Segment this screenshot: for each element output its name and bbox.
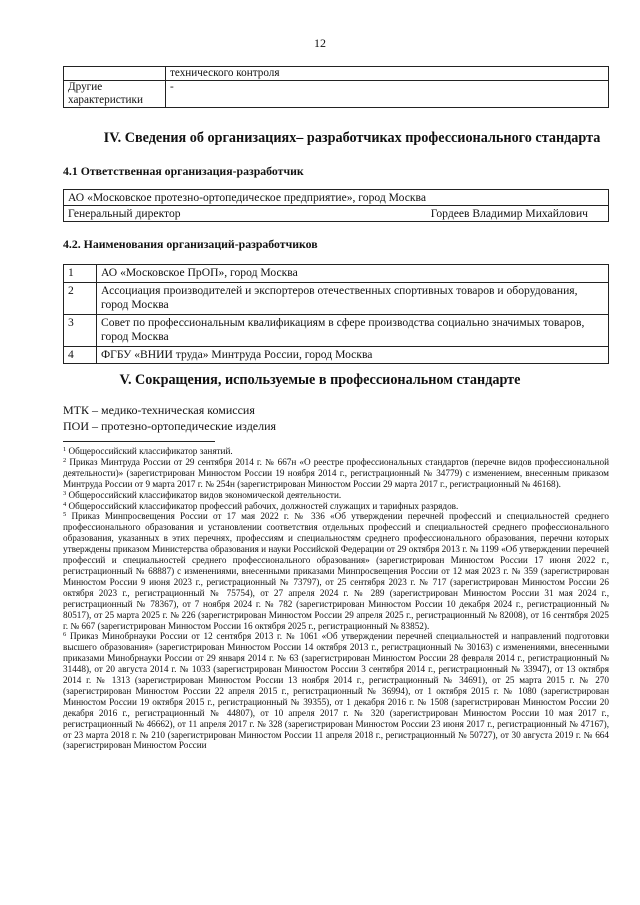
footnote-divider xyxy=(63,441,215,442)
section-v-title: V. Сокращения, используемые в профессиональном стандарте xyxy=(119,372,521,388)
table-row xyxy=(64,190,609,206)
table-cell xyxy=(64,67,166,81)
table-row xyxy=(64,81,609,108)
row-number: 2 xyxy=(64,282,97,314)
footnote: $^1$ Общероссийский классификатор занятий. xyxy=(63,446,233,456)
footnote: $^5$ Приказ Минпросвещения России от 17 мая 2022 г. № 336 «Об утверждении перечней профессий и специальностей среднего профессионального образования и установлении соответствия отдельных профессий и специальностей среднего профессионального образования, указанных в этих перечнях, профессиям и специальностям среднего профессионального образования, перечни которых утверждены приказом Министерства образования и науки Российской Федерации от 29 октября 2013 г. № 1199 «Об утверждении перечней профессий и специальностей среднего профессионального образования» (зарегистрирован Минюстом России 17 июня 2022 г., регистрационный № 68887) с изменениями, внесенными приказами Минпросвещения России от 12 мая 2023 г. № 359 (зарегистрирован Минюстом России 9 июня 2023 г., регистрационный № 73797), от 25 сентября 2023 г. № 717 (зарегистрирован Минюстом России 26 октября 2023 г., регистрационный № 75754), от 27 апреля 2024 г. № 289 (зарегистрирован Минюстом России 31 мая 2024 г., регистрационный № 78367), от 7 ноября 2024 г. № 782 (зарегистрирован Минюстом России 10 декабря 2024 г., регистрационный № 80517), от 25 марта 2025 г. № 226 (зарегистрирован Минюстом России 29 апреля 2025 г., регистрационный № 82008), от 16 сентября 2025 г. № 667 (зарегистрирован Минюстом России 16 октября 2025 г., регистрационный № 83852). xyxy=(63,511,609,631)
developer-name: АО «Московское ПрОП», город Москва xyxy=(97,265,609,283)
footnote: $^6$ Приказ Минобрнауки России от 12 сентября 2013 г. № 1061 «Об утверждении перечней специальностей и направлений подготовки высшего образования» (зарегистрирован Минюстом России 14 октября 2013 г., регистрационный № 30163) с изменениями, внесенными приказами Минобрнауки России от 29 января 2014 г. № 63 (зарегистрирован Минюстом России 28 февраля 2014 г., регистрационный № 31448), от 20 августа 2014 г. № 1033 (зарегистрирован Минюстом России 3 сентября 2014 г., регистрационный № 33947), от 13 октября 2014 г. № 1313 (зарегистрирован Минюстом России 13 ноября 2014 г., регистрационный № 34691), от 25 марта 2015 г. № 270 (зарегистрирован Минюстом России 22 апреля 2015 г., регистрационный № 36994), от 1 октября 2015 г. № 1080 (зарегистрирован Минюстом России 19 октября 2015 г., регистрационный № 39355), от 1 декабря 2016 г. № 1508 (зарегистрирован Минюстом России 20 декабря 2016 г., регистрационный № 44807), от 10 апреля 2017 г. № 320 (зарегистрирован Минюстом России 10 мая 2017 г., регистрационный № 46662), от 11 апреля 2017 г. № 328 (зарегистрирован Минюстом России 23 июня 2017 г., регистрационный № 47167), от 23 марта 2018 г. № 210 (зарегистрирован Минюстом России 11 апреля 2018 г., регистрационный № 50727), от 30 августа 2019 г. № 664 (зарегистрирован Минюстом России xyxy=(63,631,610,751)
director-name: Гордеев Владимир Михайлович xyxy=(430,207,588,220)
table-cell: Другие характеристики xyxy=(64,81,166,108)
developer-name: Совет по профессиональным квалификациям в сфере производства социально значимых товаров, город Москва xyxy=(97,314,609,346)
table-row xyxy=(64,67,609,81)
table-row xyxy=(64,282,609,314)
abbreviation-item: МТК – медико-техническая комиссия xyxy=(63,403,255,417)
table-cell: - xyxy=(166,81,609,108)
characteristics-table xyxy=(63,66,609,108)
footnote: $^2$ Приказ Минтруда России от 29 сентября 2014 г. № 667н «О реестре профессиональных стандартов (перечне видов профессиональной деятельности)» (зарегистрирован Минюстом России 19 ноября 2014 г., регистрационный № 34779) с изменением, внесенным приказом Минтруда России от 9 марта 2017 г. № 254н (зарегистрирован Минюстом России 29 марта 2017 г., регистрационный № 46168). xyxy=(63,456,609,489)
developers-table xyxy=(63,264,609,364)
director-title: Генеральный директор xyxy=(68,207,181,220)
developer-name: Ассоциация производителей и экспортеров отечественных спортивных товаров и оборудования, город Москва xyxy=(97,282,609,314)
responsible-org-table xyxy=(63,189,609,222)
table-row xyxy=(64,346,609,364)
org-name-cell: АО «Московское протезно-ортопедическое предприятие», город Москва xyxy=(64,190,609,206)
footnotes xyxy=(63,446,609,751)
footnote: $^3$ Общероссийский классификатор видов экономической деятельности. xyxy=(63,489,342,500)
table-cell: технического контроля xyxy=(166,67,609,81)
subsection-4-1-title: 4.1 Ответственная организация-разработчик xyxy=(63,164,304,178)
director-cell xyxy=(64,206,609,222)
developer-name: ФГБУ «ВНИИ труда» Минтруда России, город Москва xyxy=(97,346,609,364)
section-iv-title: IV. Сведения об организациях– разработчиках профессионального стандарта xyxy=(103,130,601,146)
row-number: 4 xyxy=(64,346,97,364)
subsection-4-2-title: 4.2. Наименования организаций-разработчиков xyxy=(63,237,318,251)
abbreviations-list xyxy=(63,402,276,434)
table-row xyxy=(64,206,609,222)
row-number: 1 xyxy=(64,265,97,283)
abbreviation-item: ПОИ – протезно-ортопедические изделия xyxy=(63,419,277,433)
table-row xyxy=(64,265,609,283)
page-number: 12 xyxy=(314,36,326,50)
table-row xyxy=(64,314,609,346)
row-number: 3 xyxy=(64,314,97,346)
footnote: $^4$ Общероссийский классификатор профессий рабочих, должностей служащих и тарифных разрядов. xyxy=(63,500,459,511)
